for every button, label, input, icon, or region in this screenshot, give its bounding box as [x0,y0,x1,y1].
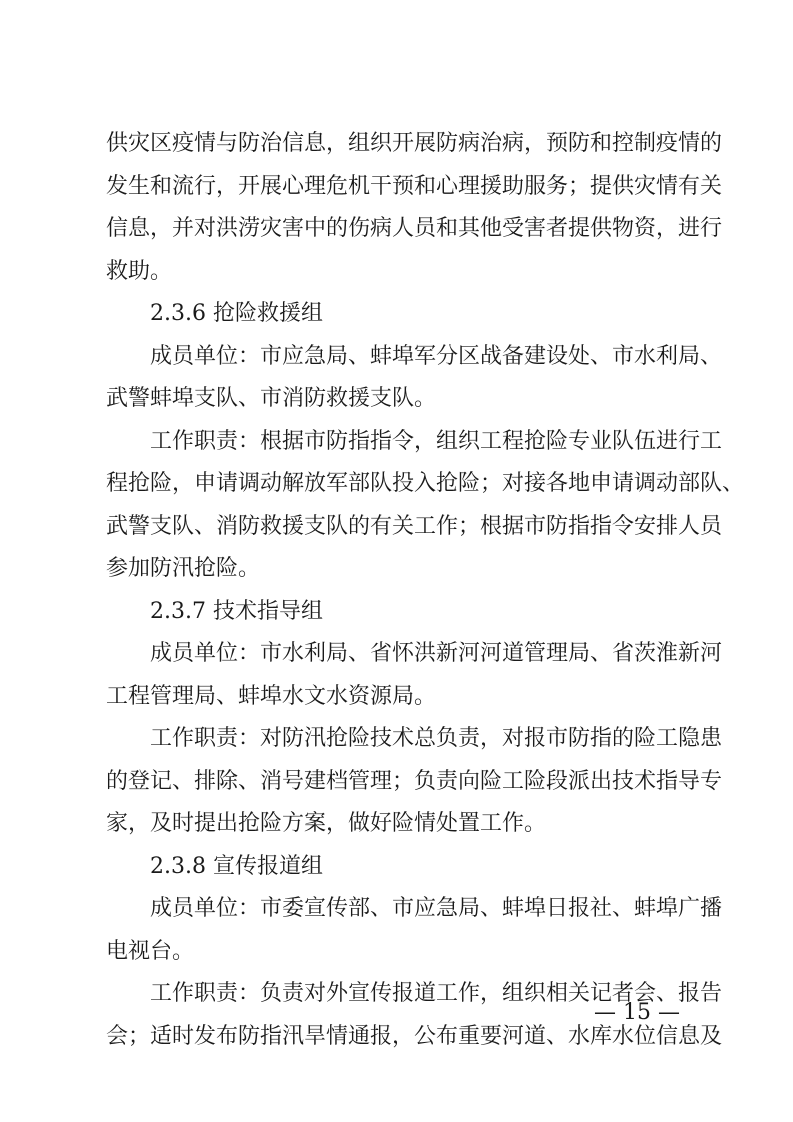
text-line: 发生和流行，开展心理危机干预和心理援助服务；提供灾情有关 [106,174,723,199]
text-line: 救助。 [106,259,173,284]
text-line: 成员单位：市应急局、蚌埠军分区战备建设处、市水利局、 [150,344,723,369]
section-heading-2-3-6: 2.3.6 抢险救援组 [150,301,323,326]
text-line: 会；适时发布防指汛旱情通报，公布重要河道、水库水位信息及 [106,1024,723,1049]
text-line: 家，及时提出抢险方案，做好险情处置工作。 [106,811,547,836]
text-line: 工程管理局、蚌埠水文水资源局。 [106,684,437,709]
text-line: 工作职责：对防汛抢险技术总负责，对报市防指的险工隐患 [150,726,723,751]
section-heading-2-3-8: 2.3.8 宣传报道组 [150,854,323,879]
section-heading-2-3-7: 2.3.7 技术指导组 [150,599,323,624]
text-line: 武警蚌埠支队、市消防救援支队。 [106,386,437,411]
text-line: 工作职责：负责对外宣传报道工作，组织相关记者会、报告 [150,981,723,1006]
text-line: 的登记、排除、消号建档管理；负责向险工险段派出技术指导专 [106,769,723,794]
text-line: 信息，并对洪涝灾害中的伤病人员和其他受害者提供物资，进行 [106,216,723,241]
text-line: 程抢险，申请调动解放军部队投入抢险；对接各地申请调动部队、 [106,471,745,496]
text-line: 成员单位：市水利局、省怀洪新河河道管理局、省茨淮新河 [150,641,723,666]
text-line: 成员单位：市委宣传部、市应急局、蚌埠日报社、蚌埠广播 [150,896,723,921]
text-line: 供灾区疫情与防治信息，组织开展防病治病，预防和控制疫情的 [106,131,723,156]
text-line: 工作职责：根据市防指指令，组织工程抢险专业队伍进行工 [150,429,723,454]
text-line: 武警支队、消防救援支队的有关工作；根据市防指指令安排人员 [106,514,723,539]
text-line: 电视台。 [106,939,195,964]
page-number: — 15 — [594,1000,680,1025]
text-line: 参加防汛抢险。 [106,556,261,581]
